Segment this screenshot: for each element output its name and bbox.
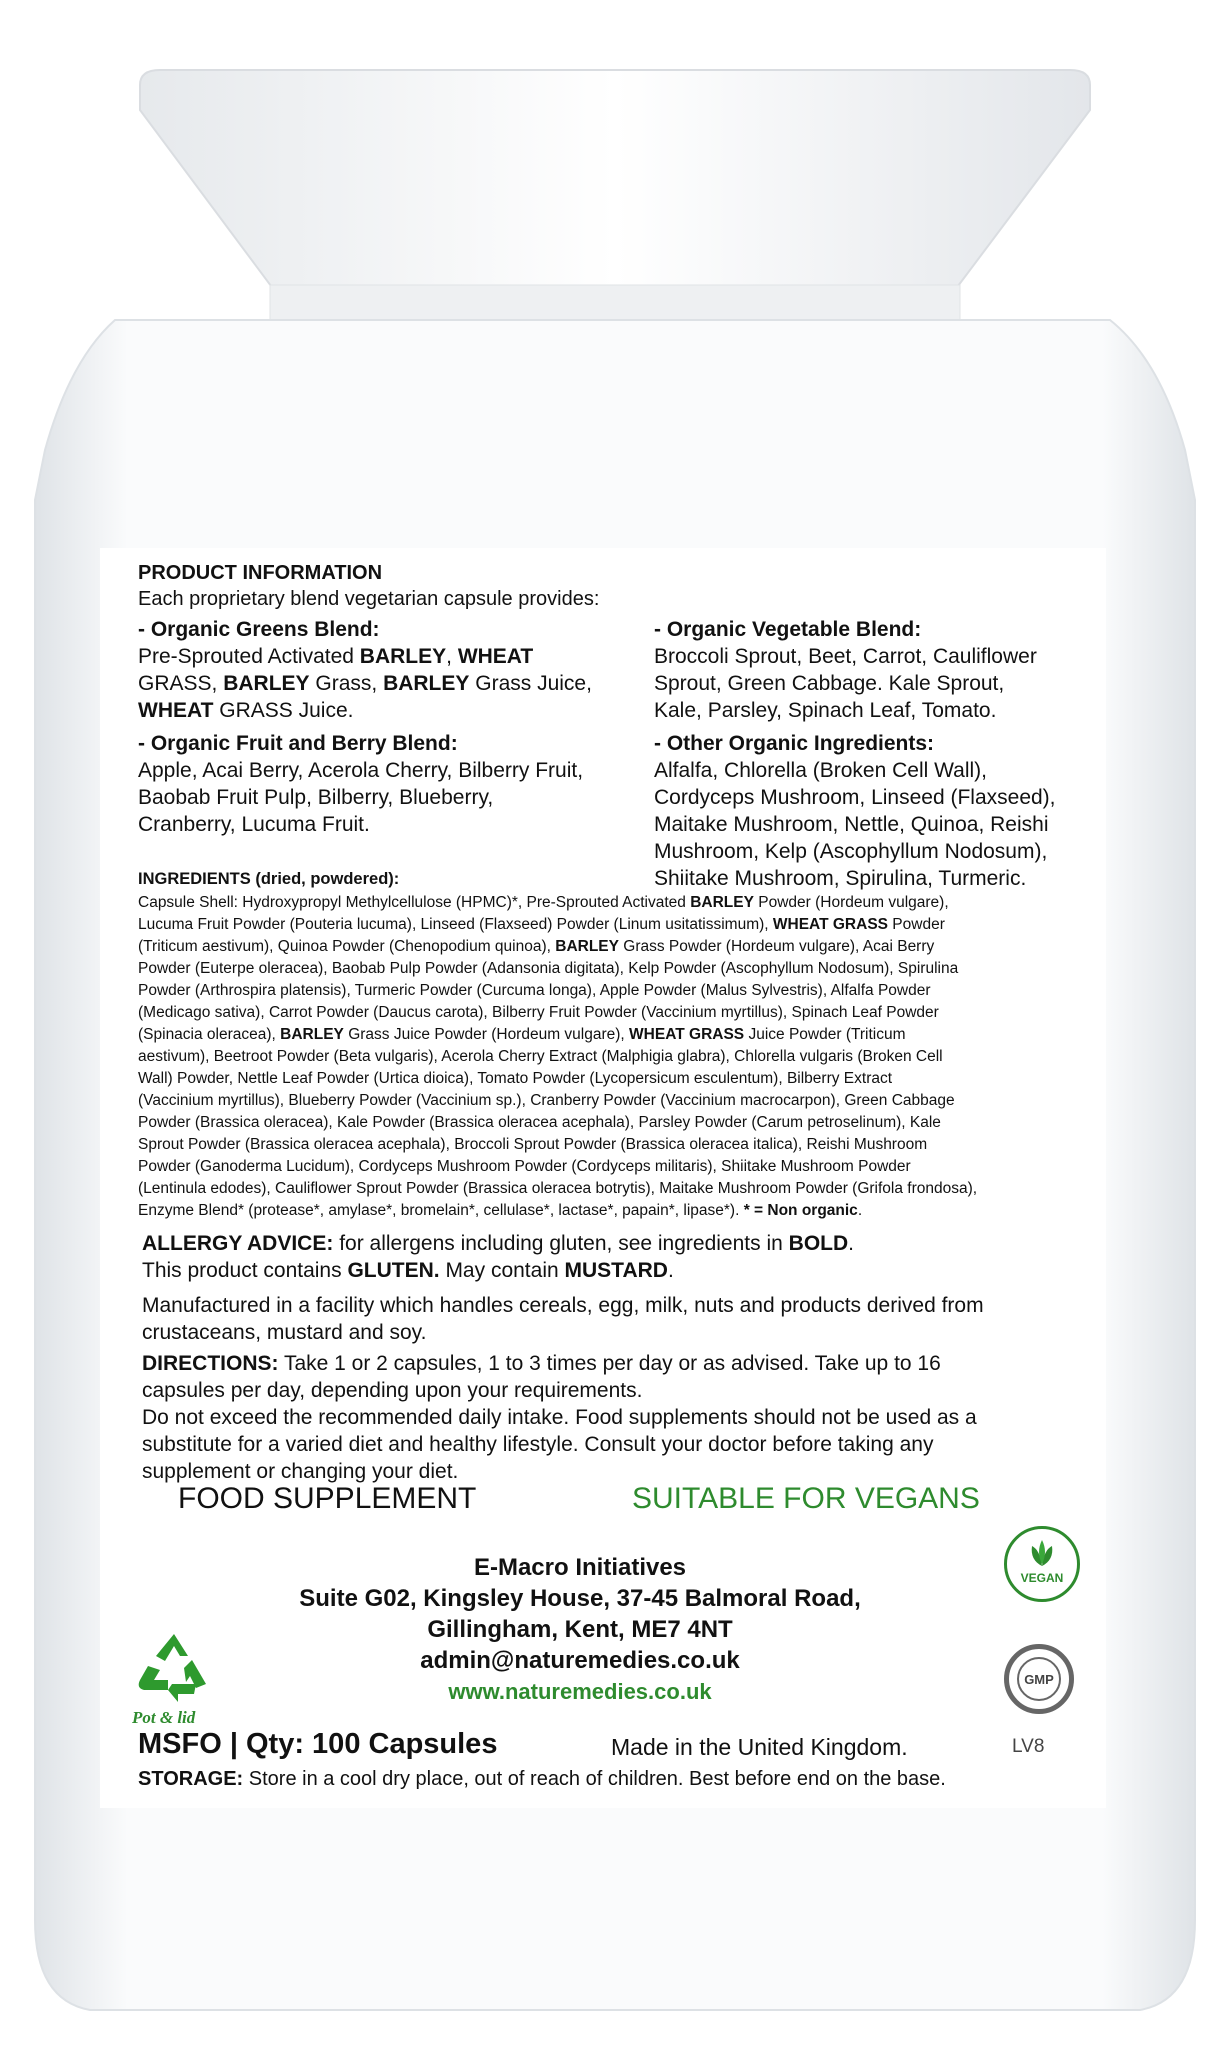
ingredients-line: Lucuma Fruit Powder (Pouteria lucuma), Linseed (Flaxseed) Powder (Linum usitatissimum), WHEAT GRASS Powder: [138, 916, 945, 933]
company-name: E-Macro Initiatives: [473, 1554, 687, 1581]
company-address-1: Suite G02, Kingsley House, 37-45 Balmoral Road,: [299, 1585, 861, 1612]
vegan-badge: [1004, 1526, 1080, 1602]
ingredients-line: Wall) Powder, Nettle Leaf Powder (Urtica dioica), Tomato Powder (Lycopersicum esculentum), Bilberry Extract: [138, 1070, 893, 1087]
warning-line: supplement or changing your diet.: [142, 1460, 459, 1483]
other-line-3: Maitake Mushroom, Nettle, Quinoa, Reishi: [654, 813, 1049, 836]
other-line-5: Shiitake Mushroom, Spirulina, Turmeric.: [654, 867, 1027, 890]
gmp-badge: [1004, 1644, 1074, 1714]
greens-line-3: WHEAT GRASS Juice.: [138, 699, 354, 722]
facility-line: crustaceans, mustard and soy.: [142, 1321, 427, 1344]
warning-line: substitute for a varied diet and healthy lifestyle. Consult your doctor before taking any: [142, 1433, 934, 1456]
product-info-heading: PRODUCT INFORMATION: [138, 562, 383, 584]
vegan-suitable-label: SUITABLE FOR VEGANS: [632, 1482, 980, 1515]
warning-line: Do not exceed the recommended daily intake. Food supplements should not be used as a: [142, 1406, 977, 1429]
allergy-advice: ALLERGY ADVICE: for allergens including gluten, see ingredients in BOLD. This product contains GLUTEN. May contain MUSTARD.: [142, 1232, 854, 1282]
fruit-title: - Organic Fruit and Berry Blend:: [138, 732, 458, 755]
product-qty: MSFO | Qty: 100 Capsules: [138, 1728, 498, 1760]
ingredients-line: (Triticum aestivum), Quinoa Powder (Chenopodium quinoa), BARLEY Grass Powder (Hordeum vulgare), Acai Berry: [138, 938, 935, 955]
ingredients-line: Powder (Arthrospira platensis), Turmeric Powder (Curcuma longa), Apple Powder (Malus Sylvestris), Alfalfa Powder: [138, 982, 931, 999]
ingredients-heading: INGREDIENTS (dried, powdered):: [138, 870, 400, 888]
warning: [142, 1404, 1102, 1485]
company-email: admin@naturemedies.co.uk: [420, 1647, 740, 1674]
product-info-intro: Each proprietary blend vegetarian capsule provides:: [138, 588, 600, 610]
veg-line-3: Kale, Parsley, Spinach Leaf, Tomato.: [654, 699, 997, 722]
veg-title: - Organic Vegetable Blend:: [654, 618, 922, 641]
gmp-badge-text: GMP: [1017, 1657, 1061, 1701]
directions-label: DIRECTIONS:: [142, 1352, 279, 1375]
product-label: [100, 548, 1106, 1808]
bottle-cap: [140, 70, 1090, 290]
ingredients-line: Capsule Shell: Hydroxypropyl Methylcellulose (HPMC)*, Pre-Sprouted Activated BARLEY Powder (Hordeum vulgare),: [138, 894, 949, 911]
ingredients-line: Enzyme Blend* (protease*, amylase*, bromelain*, cellulase*, lactase*, papain*, lipase*). * = Non organic.: [138, 1202, 863, 1219]
recycle-caption: Pot & lid: [132, 1708, 196, 1727]
facility-notice: [142, 1292, 1102, 1346]
ingredients-line: (Lentinula edodes), Cauliflower Sprout Powder (Brassica oleracea botrytis), Maitake Mushroom Powder (Grifola frondosa),: [138, 1180, 978, 1197]
version-code: LV8: [1012, 1736, 1045, 1757]
leaf-icon: [1022, 1538, 1062, 1568]
food-supplement-label: FOOD SUPPLEMENT: [178, 1482, 477, 1515]
ingredients-line: Powder (Euterpe oleracea), Baobab Pulp Powder (Adansonia digitata), Kelp Powder (Ascophyllum Nodosum), Spirulina: [138, 960, 959, 977]
storage-info: STORAGE: Store in a cool dry place, out of reach of children. Best before end on the base.: [138, 1768, 946, 1790]
ingredients-line: Powder (Ganoderma Lucidum), Cordyceps Mushroom Powder (Cordyceps militaris), Shiitake Mushroom Powder: [138, 1158, 911, 1175]
company-website: www.naturemedies.co.uk: [448, 1679, 712, 1704]
other-title: - Other Organic Ingredients:: [654, 732, 935, 755]
right-blend-column: [654, 616, 1104, 892]
vegan-badge-text: VEGAN: [1020, 1571, 1064, 1585]
fruit-line-3: Cranberry, Lucuma Fruit.: [138, 813, 370, 836]
greens-line-1: Pre-Sprouted Activated BARLEY, WHEAT: [138, 645, 534, 668]
ingredients-line: (Vaccinium myrtillus), Blueberry Powder (Vaccinium sp.), Cranberry Powder (Vaccinium macrocarpon), Green Cabbage: [138, 1092, 955, 1109]
fruit-line-2: Baobab Fruit Pulp, Bilberry, Blueberry,: [138, 786, 494, 809]
allergy-label: ALLERGY ADVICE:: [142, 1232, 334, 1255]
other-line-4: Mushroom, Kelp (Ascophyllum Nodosum),: [654, 840, 1048, 863]
other-line-1: Alfalfa, Chlorella (Broken Cell Wall),: [654, 759, 987, 782]
bottle-neck: [270, 285, 960, 320]
ingredients-line: (Spinacia oleracea), BARLEY Grass Juice Powder (Hordeum vulgare), WHEAT GRASS Juice Powder (Triticum: [138, 1026, 906, 1043]
ingredients-line: Powder (Brassica oleracea), Kale Powder (Brassica oleracea acephala), Parsley Powder (Carum petroselinum), Kale: [138, 1114, 941, 1131]
ingredients-line: (Medicago sativa), Carrot Powder (Daucus carota), Bilberry Fruit Powder (Vaccinium myrtillus), Spinach Leaf Powder: [138, 1004, 939, 1021]
other-line-2: Cordyceps Mushroom, Linseed (Flaxseed),: [654, 786, 1056, 809]
made-in-label: Made in the United Kingdom.: [611, 1734, 908, 1760]
ingredients-list: [138, 892, 1098, 1222]
company-address-2: Gillingham, Kent, ME7 4NT: [427, 1616, 733, 1643]
veg-line-2: Sprout, Green Cabbage. Kale Sprout,: [654, 672, 1005, 695]
fruit-line-1: Apple, Acai Berry, Acerola Cherry, Bilberry Fruit,: [138, 759, 584, 782]
facility-line: Manufactured in a facility which handles cereals, egg, milk, nuts and products derived from: [142, 1294, 984, 1317]
veg-line-1: Broccoli Sprout, Beet, Carrot, Cauliflower: [654, 645, 1037, 668]
directions: DIRECTIONS: Take 1 or 2 capsules, 1 to 3 times per day or as advised. Take up to 16 capsules per day, depending upon your requirements.: [142, 1352, 941, 1402]
left-blend-column: [138, 616, 638, 838]
company-block: [280, 1552, 880, 1707]
ingredients-line: Sprout Powder (Brassica oleracea acephala), Broccoli Sprout Powder (Brassica oleracea italica), Reishi Mushroom: [138, 1136, 928, 1153]
recycle-icon: [134, 1630, 214, 1706]
greens-title: - Organic Greens Blend:: [138, 618, 380, 641]
greens-line-2: GRASS, BARLEY Grass, BARLEY Grass Juice,: [138, 672, 592, 695]
ingredients-line: aestivum), Beetroot Powder (Beta vulgaris), Acerola Cherry Extract (Malphigia glabra), Chlorella vulgaris (Broken Cell: [138, 1048, 943, 1065]
